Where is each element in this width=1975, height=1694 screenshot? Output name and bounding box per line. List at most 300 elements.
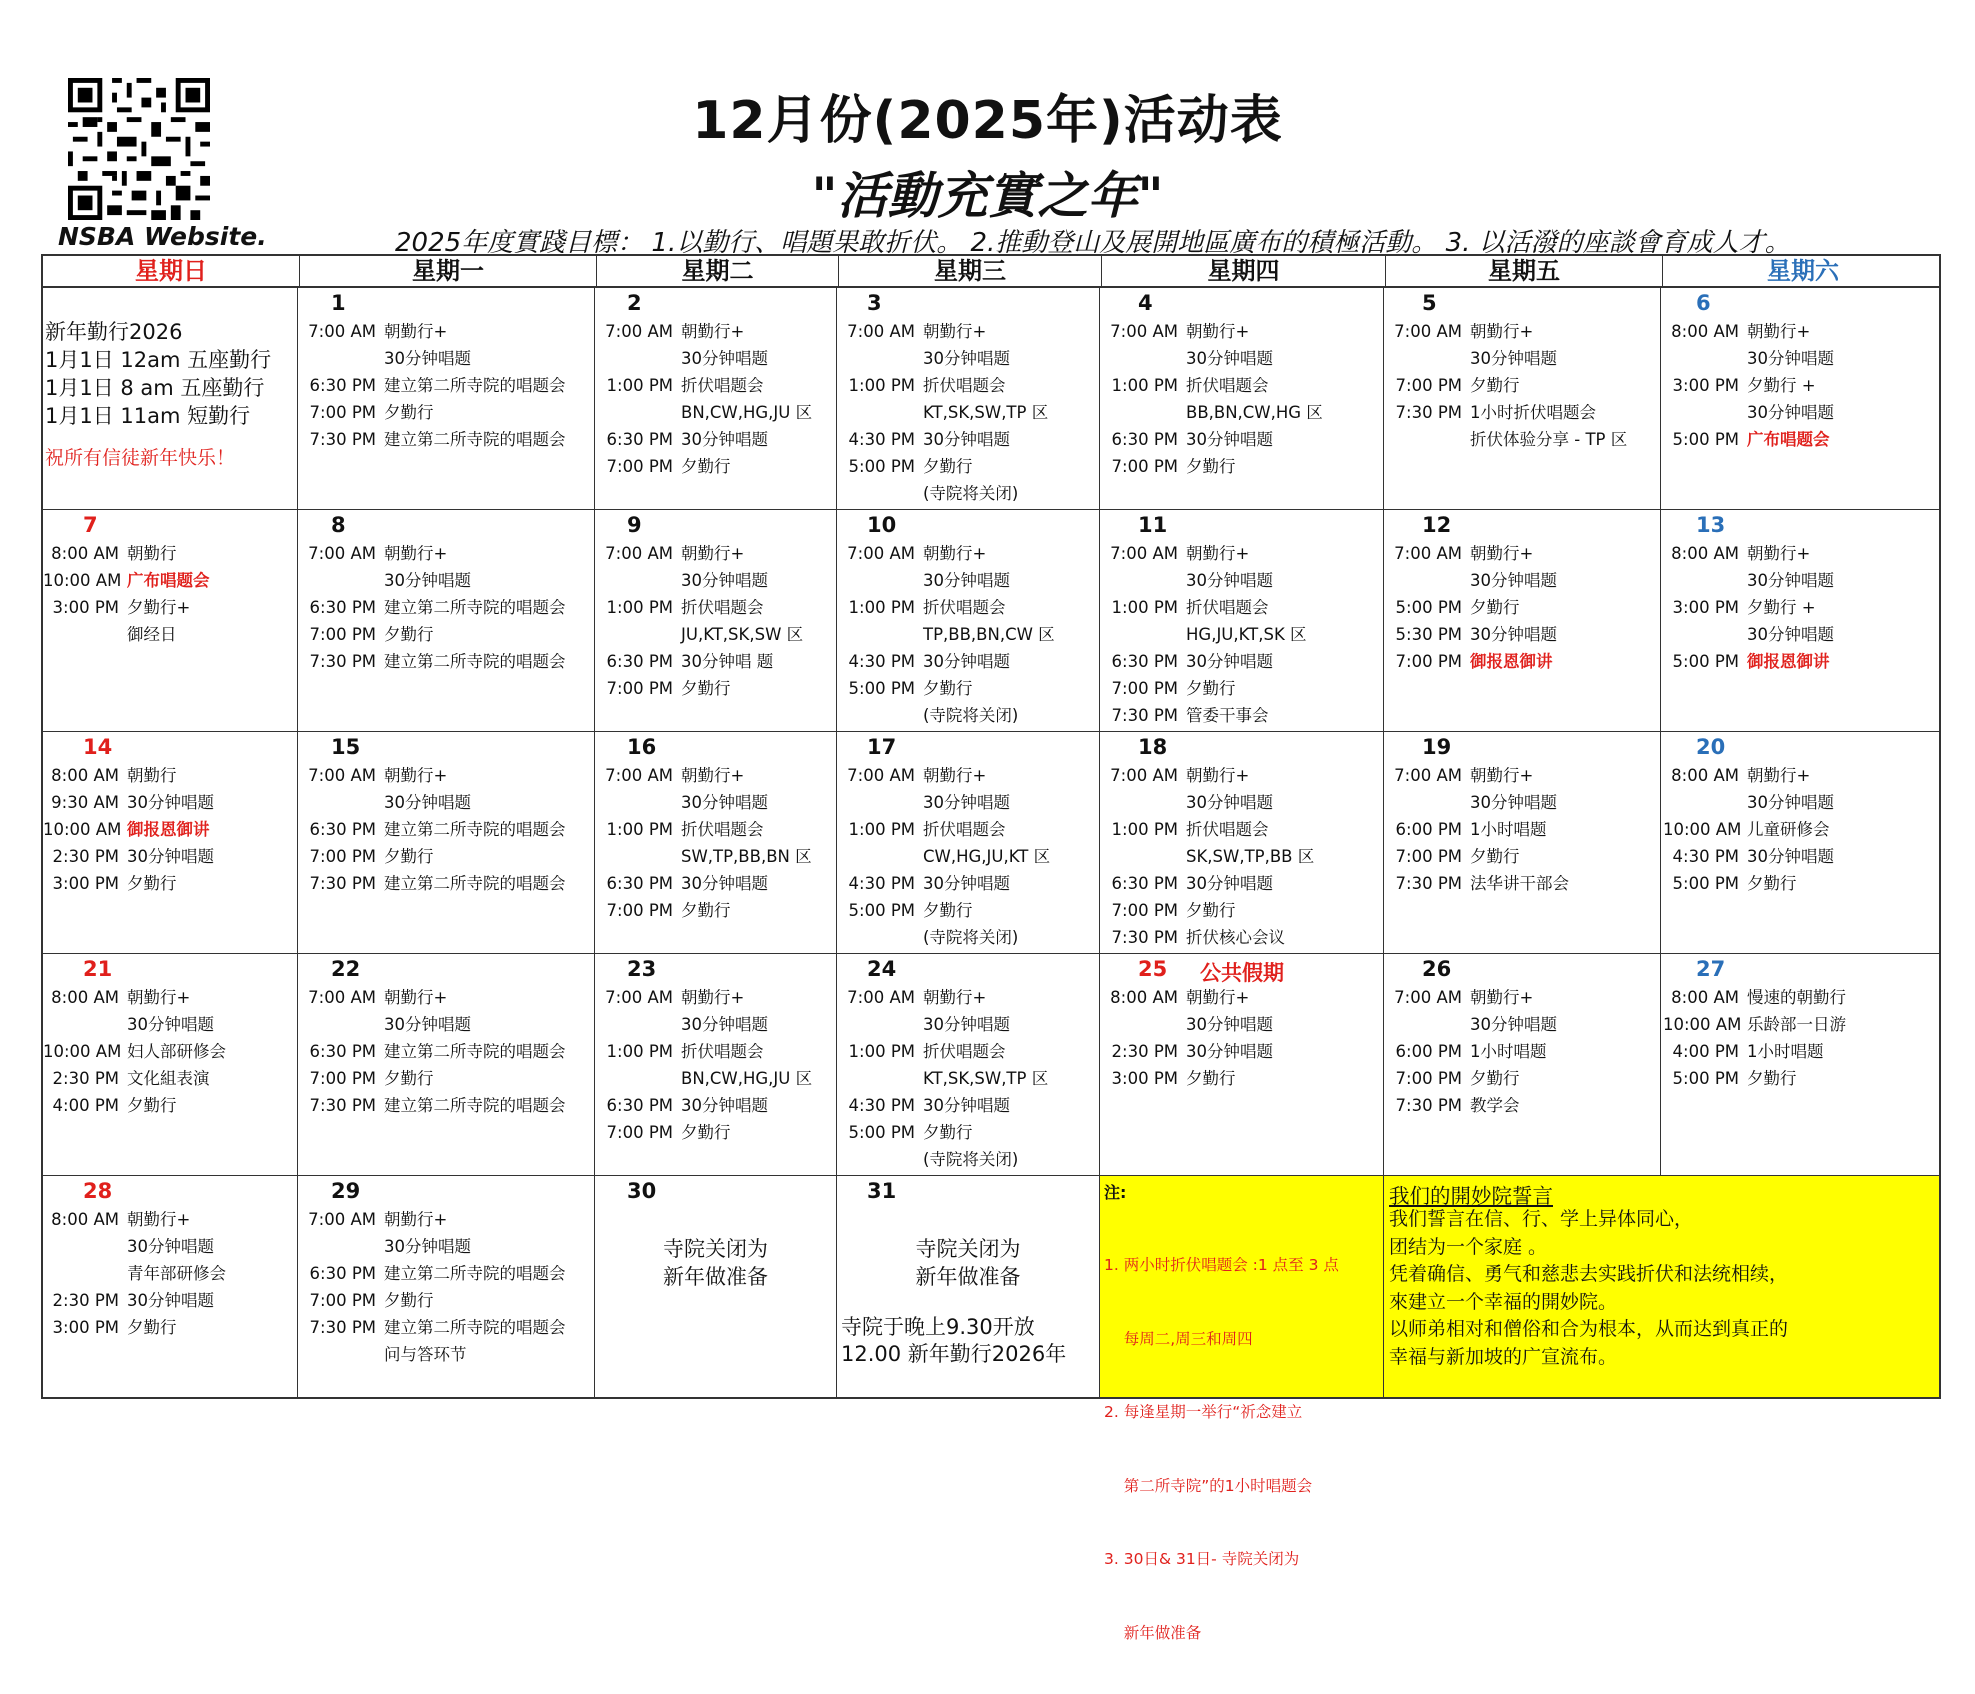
day-cell — [1661, 732, 1941, 954]
event-time: 5:00 PM — [1395, 598, 1462, 617]
event-title: (寺院将关闭) — [923, 1150, 1019, 1169]
event-title: 30分钟唱题 — [923, 652, 1010, 671]
event-title: 朝勤行+ — [1186, 322, 1250, 341]
day-cell — [41, 510, 298, 732]
event-line — [43, 1291, 214, 1311]
event-line — [597, 625, 803, 645]
event-title: 30分钟唱题 — [384, 793, 471, 812]
event-title: BN,CW,HG,JU 区 — [681, 1069, 813, 1088]
event-time: 8:00 AM — [1671, 988, 1739, 1007]
day-cell — [1384, 732, 1661, 954]
event-line — [1386, 571, 1557, 591]
event-title: 30分钟唱题 — [681, 793, 768, 812]
day-number: 10 — [867, 513, 897, 537]
event-time: 3:00 PM — [52, 598, 119, 617]
event-title: 儿童研修会 — [1747, 820, 1830, 839]
event-title: 建立第二所寺院的唱题会 — [384, 598, 566, 617]
event-line — [43, 1210, 190, 1230]
day-number: 29 — [331, 1179, 361, 1203]
event-line — [43, 1237, 214, 1257]
day-cell — [837, 732, 1100, 954]
event-time: 6:30 PM — [309, 598, 376, 617]
event-title: 30分钟唱题 — [923, 874, 1010, 893]
event-title: 30分钟唱题 — [681, 1015, 768, 1034]
event-time: 7:00 AM — [1394, 766, 1462, 785]
event-time: 7:30 PM — [1395, 874, 1462, 893]
event-line — [1663, 652, 1830, 672]
closed-notice: 新年做准备 — [915, 1265, 1021, 1289]
event-time: 10:00 AM — [1663, 1015, 1742, 1034]
event-title: 夕勤行 — [127, 1096, 177, 1115]
event-title: 折伏唱题会 — [681, 598, 764, 617]
event-time: 1:00 PM — [848, 598, 915, 617]
event-time: 3:00 PM — [1672, 598, 1739, 617]
event-title: 30分钟唱题 — [1186, 793, 1273, 812]
event-title: 夕勤行 — [1186, 1069, 1236, 1088]
event-time: 1:00 PM — [848, 376, 915, 395]
event-time: 1:00 PM — [1111, 598, 1178, 617]
event-line — [300, 1345, 467, 1365]
event-time: 10:00 AM — [1663, 820, 1742, 839]
day-cell — [1384, 510, 1661, 732]
event-line — [1386, 847, 1520, 867]
event-line — [1102, 901, 1236, 921]
event-title: 30分钟唱题 — [384, 349, 471, 368]
new-year-info-cell — [41, 288, 298, 510]
event-line — [839, 679, 973, 699]
event-time: 1:00 PM — [1111, 820, 1178, 839]
event-line — [597, 457, 731, 477]
event-time: 6:30 PM — [606, 652, 673, 671]
event-time: 5:00 PM — [848, 679, 915, 698]
event-title: 朝勤行 — [127, 544, 177, 563]
event-title: (寺院将关闭) — [923, 484, 1019, 503]
event-line — [597, 679, 731, 699]
note-line: 每周二,周三和周四 — [1104, 1329, 1253, 1348]
day-number: 13 — [1696, 513, 1726, 537]
event-title: 建立第二所寺院的唱题会 — [384, 1042, 566, 1061]
event-time: 7:30 PM — [1111, 928, 1178, 947]
event-line — [1386, 1042, 1547, 1062]
event-title: 30分钟唱题 — [1186, 430, 1273, 449]
event-title: 朝勤行+ — [681, 988, 745, 1007]
day-number: 25 — [1138, 957, 1168, 981]
event-line — [300, 820, 566, 840]
event-line — [839, 1015, 1010, 1035]
event-title: 折伏唱题会 — [1186, 820, 1269, 839]
closed-notice: 寺院关闭为 — [915, 1237, 1021, 1261]
event-line — [839, 847, 1050, 867]
event-time: 5:00 PM — [848, 901, 915, 920]
event-title: 夕勤行 — [923, 1123, 973, 1142]
event-time: 6:00 PM — [1395, 820, 1462, 839]
day-number: 6 — [1696, 291, 1711, 315]
event-line — [1102, 874, 1273, 894]
event-line — [839, 901, 973, 921]
event-line — [1386, 652, 1553, 672]
event-time: 1:00 PM — [848, 820, 915, 839]
holiday-label: 公共假期 — [1200, 961, 1284, 985]
day-number: 1 — [331, 291, 346, 315]
event-title: 30分钟唱题 — [1747, 793, 1834, 812]
event-title: 夕勤行 — [923, 457, 973, 476]
event-line — [1102, 403, 1323, 423]
event-time: 1:00 PM — [606, 598, 673, 617]
note-line: 2. 每逢星期一举行“祈念建立 — [1104, 1403, 1303, 1421]
event-title: 夕勤行 — [681, 1123, 731, 1142]
event-title: 30分钟唱题 — [1747, 349, 1834, 368]
event-title: 建立第二所寺院的唱题会 — [384, 1318, 566, 1337]
event-title: 夕勤行 — [1470, 598, 1520, 617]
day-cell — [298, 1176, 595, 1399]
event-line — [1663, 1042, 1824, 1062]
event-line — [597, 1042, 764, 1062]
event-title: 30分钟唱题 — [923, 349, 1010, 368]
day-number: 11 — [1138, 513, 1168, 537]
event-time: 8:00 AM — [51, 544, 119, 563]
event-time: 6:30 PM — [1111, 652, 1178, 671]
event-line — [300, 625, 434, 645]
event-time: 7:00 PM — [1395, 652, 1462, 671]
event-time: 7:00 AM — [308, 544, 376, 563]
event-time: 6:30 PM — [1111, 874, 1178, 893]
event-title: 御报恩御讲 — [1747, 652, 1830, 671]
event-time: 6:30 PM — [309, 1042, 376, 1061]
event-time: 6:30 PM — [309, 820, 376, 839]
event-title: CW,HG,JU,KT 区 — [923, 847, 1051, 866]
event-time: 7:00 AM — [1394, 988, 1462, 1007]
event-title: 朝勤行+ — [1470, 988, 1534, 1007]
event-title: 30分钟唱题 — [923, 793, 1010, 812]
event-line — [300, 322, 447, 342]
event-line — [1102, 847, 1314, 867]
event-title: 朝勤行+ — [681, 544, 745, 563]
event-line — [1663, 598, 1816, 618]
event-line — [1102, 571, 1273, 591]
event-title: 30分钟唱题 — [1186, 874, 1273, 893]
event-line — [1386, 988, 1533, 1008]
opening-notice: 寺院于晚上9.30开放 — [841, 1315, 1035, 1339]
day-cell — [298, 954, 595, 1176]
event-time: 7:30 PM — [1111, 706, 1178, 725]
event-time: 4:30 PM — [848, 1096, 915, 1115]
event-line — [1663, 544, 1810, 564]
event-line — [1663, 1015, 1846, 1035]
event-line — [300, 1096, 566, 1116]
event-title: 夕勤行 — [1470, 1069, 1520, 1088]
event-line — [300, 1291, 434, 1311]
event-title: 夕勤行 — [384, 1069, 434, 1088]
event-line — [43, 847, 214, 867]
note-line: 1. 两小时折伏唱题会 :1 点至 3 点 — [1104, 1256, 1339, 1274]
new-year-line: 新年勤行2026 — [45, 320, 183, 344]
day-cell — [41, 954, 298, 1176]
event-line — [300, 793, 471, 813]
event-title: 管委干事会 — [1186, 706, 1269, 725]
day-number: 9 — [627, 513, 642, 537]
event-time: 7:00 PM — [606, 457, 673, 476]
event-time: 8:00 AM — [1671, 766, 1739, 785]
event-title: TP,BB,BN,CW 区 — [923, 625, 1055, 644]
event-time: 8:00 AM — [51, 1210, 119, 1229]
day-cell — [1100, 732, 1384, 954]
event-time: 7:00 AM — [308, 988, 376, 1007]
closed-notice: 寺院关闭为 — [663, 1237, 768, 1261]
event-line — [1102, 322, 1249, 342]
event-title: 夕勤行 — [1747, 1069, 1797, 1088]
event-title: 30分钟唱题 — [923, 430, 1010, 449]
event-line — [839, 928, 1018, 948]
event-time: 6:30 PM — [309, 1264, 376, 1283]
event-title: 折伏唱题会 — [923, 1042, 1006, 1061]
event-title: 朝勤行+ — [681, 766, 745, 785]
event-line — [300, 403, 434, 423]
event-line — [1663, 376, 1816, 396]
event-title: 文化組表演 — [127, 1069, 210, 1088]
event-line — [839, 1096, 1010, 1116]
event-title: 朝勤行+ — [923, 988, 987, 1007]
event-title: 朝勤行+ — [1186, 988, 1250, 1007]
event-time: 5:00 PM — [1672, 1069, 1739, 1088]
event-line — [1663, 820, 1830, 840]
note-line: 3. 30日& 31日- 寺院关闭为 — [1104, 1550, 1300, 1568]
event-time: 5:00 PM — [848, 457, 915, 476]
event-title: 30分钟唱题 — [681, 874, 768, 893]
event-time: 4:30 PM — [848, 430, 915, 449]
event-line — [1102, 376, 1269, 396]
event-line — [1102, 793, 1273, 813]
event-line — [597, 652, 773, 672]
day-number: 31 — [867, 1179, 897, 1203]
day-number: 14 — [83, 735, 113, 759]
weekday-header-row — [41, 254, 1941, 288]
event-line — [1386, 430, 1627, 450]
event-line — [1386, 1069, 1520, 1089]
event-time: 7:30 PM — [1395, 403, 1462, 422]
event-time: 10:00 AM — [43, 1042, 122, 1061]
event-line — [597, 1123, 731, 1143]
event-title: 夕勤行 — [1470, 376, 1520, 395]
event-title: 1小时唱题 — [1470, 1042, 1547, 1061]
note-line: 第二所寺院”的1小时唱题会 — [1104, 1476, 1313, 1495]
day-cell — [595, 1176, 837, 1399]
event-title: 朝勤行 — [127, 766, 177, 785]
event-time: 1:00 PM — [606, 820, 673, 839]
event-line — [839, 376, 1006, 396]
event-title: 夕勤行 — [384, 625, 434, 644]
event-title: 夕勤行 — [1747, 874, 1797, 893]
event-line — [1663, 847, 1834, 867]
event-time: 7:00 PM — [1111, 457, 1178, 476]
event-time: 7:30 PM — [309, 1096, 376, 1115]
event-line — [597, 901, 731, 921]
event-time: 4:30 PM — [848, 874, 915, 893]
event-time: 1:00 PM — [1111, 376, 1178, 395]
day-cell — [1384, 288, 1661, 510]
event-line — [1102, 1069, 1236, 1089]
event-time: 3:00 PM — [52, 874, 119, 893]
event-line — [597, 988, 744, 1008]
event-title: 朝勤行+ — [384, 766, 448, 785]
calendar-grid — [41, 254, 1941, 1642]
event-title: 30分钟唱题 — [127, 1291, 214, 1310]
event-title: 夕勤行 — [384, 847, 434, 866]
new-year-line: 1月1日 11am 短勤行 — [45, 404, 251, 428]
event-line — [1102, 766, 1249, 786]
event-line — [43, 1096, 177, 1116]
event-line — [43, 820, 210, 840]
event-title: 夕勤行 — [923, 679, 973, 698]
event-title: 建立第二所寺院的唱题会 — [384, 376, 566, 395]
notes-heading: 注: — [1104, 1183, 1127, 1202]
event-time: 7:00 PM — [606, 901, 673, 920]
page-title: 12月份(2025年)活动表 — [692, 91, 1283, 151]
event-time: 8:00 AM — [1671, 322, 1739, 341]
event-line — [839, 625, 1055, 645]
day-number: 3 — [867, 291, 882, 315]
event-title: 30分钟唱题 — [1747, 571, 1834, 590]
event-line — [300, 544, 447, 564]
event-line — [1386, 1096, 1520, 1116]
event-line — [300, 847, 434, 867]
event-line — [43, 1069, 210, 1089]
event-title: 30分钟唱题 — [681, 349, 768, 368]
event-line — [597, 571, 768, 591]
event-time: 7:00 PM — [1111, 901, 1178, 920]
day-cell — [1661, 954, 1941, 1176]
day-number: 4 — [1138, 291, 1153, 315]
event-time: 7:00 AM — [308, 322, 376, 341]
event-line — [597, 1069, 812, 1089]
event-line — [300, 652, 566, 672]
event-line — [1386, 820, 1547, 840]
event-time: 8:00 AM — [1671, 544, 1739, 563]
event-line — [597, 544, 744, 564]
event-line — [1663, 793, 1834, 813]
event-time: 7:30 PM — [309, 652, 376, 671]
event-line — [597, 322, 744, 342]
day-number: 26 — [1422, 957, 1452, 981]
event-title: 朝勤行+ — [923, 544, 987, 563]
event-title: 建立第二所寺院的唱题会 — [384, 1096, 566, 1115]
day-number: 2 — [627, 291, 642, 315]
event-time: 6:30 PM — [606, 430, 673, 449]
event-time: 8:00 AM — [51, 988, 119, 1007]
event-title: 问与答环节 — [384, 1345, 467, 1364]
event-time: 7:00 AM — [605, 988, 673, 1007]
event-title: 30分钟唱题 — [1470, 349, 1557, 368]
event-line — [839, 793, 1010, 813]
event-time: 5:00 PM — [1672, 430, 1739, 449]
event-title: 30分钟唱题 — [1186, 652, 1273, 671]
event-line — [839, 820, 1006, 840]
event-title: KT,SK,SW,TP 区 — [923, 403, 1049, 422]
event-title: BN,CW,HG,JU 区 — [681, 403, 813, 422]
event-time: 7:00 AM — [847, 766, 915, 785]
weekday-monday: 星期一 — [300, 256, 597, 286]
event-title: 30分钟唱题 — [127, 1015, 214, 1034]
event-title: 折伏唱题会 — [1186, 376, 1269, 395]
weekday-sunday: 星期日 — [43, 256, 300, 286]
event-time: 5:00 PM — [1672, 652, 1739, 671]
day-number: 21 — [83, 957, 113, 981]
day-number: 23 — [627, 957, 657, 981]
event-title: 30分钟唱题 — [681, 430, 768, 449]
event-line — [1663, 430, 1830, 450]
event-time: 7:30 PM — [309, 874, 376, 893]
event-title: 夕勤行 — [1470, 847, 1520, 866]
event-line — [1663, 988, 1846, 1008]
event-line — [43, 1015, 214, 1035]
vow-line: 以师弟相对和僧俗和合为根本，从而达到真正的 — [1389, 1318, 1789, 1340]
event-title: 30分钟唱题 — [1747, 403, 1834, 422]
event-title: 30分钟唱题 — [1186, 571, 1273, 590]
event-title: 夕勤行 — [681, 901, 731, 920]
event-line — [1102, 679, 1236, 699]
day-number: 5 — [1422, 291, 1437, 315]
event-time: 2:30 PM — [52, 1069, 119, 1088]
event-title: 30分钟唱题 — [127, 793, 214, 812]
day-number: 19 — [1422, 735, 1452, 759]
new-year-line: 1月1日 8 am 五座勤行 — [45, 376, 265, 400]
event-title: 30分钟唱题 — [1186, 1042, 1273, 1061]
event-title: 朝勤行+ — [1470, 766, 1534, 785]
event-title: 30分钟唱题 — [384, 571, 471, 590]
day-cell — [837, 510, 1100, 732]
event-title: 折伏唱题会 — [1186, 598, 1269, 617]
event-title: 夕勤行 — [681, 457, 731, 476]
event-line — [839, 349, 1010, 369]
day-cell — [298, 288, 595, 510]
event-time: 6:30 PM — [1111, 430, 1178, 449]
event-title: 折伏核心会议 — [1186, 928, 1285, 947]
event-line — [839, 652, 1010, 672]
event-title: 折伏唱题会 — [681, 820, 764, 839]
event-line — [300, 1264, 566, 1284]
event-line — [597, 376, 764, 396]
event-title: 御报恩御讲 — [1470, 652, 1553, 671]
event-line — [597, 874, 768, 894]
event-line — [597, 1096, 768, 1116]
event-line — [839, 403, 1048, 423]
event-line — [839, 988, 986, 1008]
day-cell — [298, 510, 595, 732]
event-time: 7:00 AM — [847, 322, 915, 341]
event-line — [300, 598, 566, 618]
event-line — [43, 571, 210, 591]
event-line — [1102, 349, 1273, 369]
event-line — [839, 457, 973, 477]
page-subtitle: "活動充實之年" — [811, 167, 1164, 225]
event-line — [839, 544, 986, 564]
event-title: 广布唱题会 — [127, 571, 210, 590]
event-line — [1386, 403, 1596, 423]
event-title: 30分钟唱题 — [1186, 349, 1273, 368]
event-title: 御经日 — [127, 625, 177, 644]
event-time: 7:00 PM — [1395, 1069, 1462, 1088]
event-time: 4:30 PM — [1672, 847, 1739, 866]
event-time: 5:00 PM — [848, 1123, 915, 1142]
event-line — [1102, 820, 1269, 840]
event-time: 7:00 PM — [1111, 679, 1178, 698]
event-line — [1102, 1042, 1273, 1062]
event-line — [839, 1123, 973, 1143]
event-line — [43, 793, 214, 813]
event-title: 朝勤行+ — [923, 322, 987, 341]
event-line — [1386, 376, 1520, 396]
event-title: (寺院将关闭) — [923, 706, 1019, 725]
event-line — [300, 571, 471, 591]
